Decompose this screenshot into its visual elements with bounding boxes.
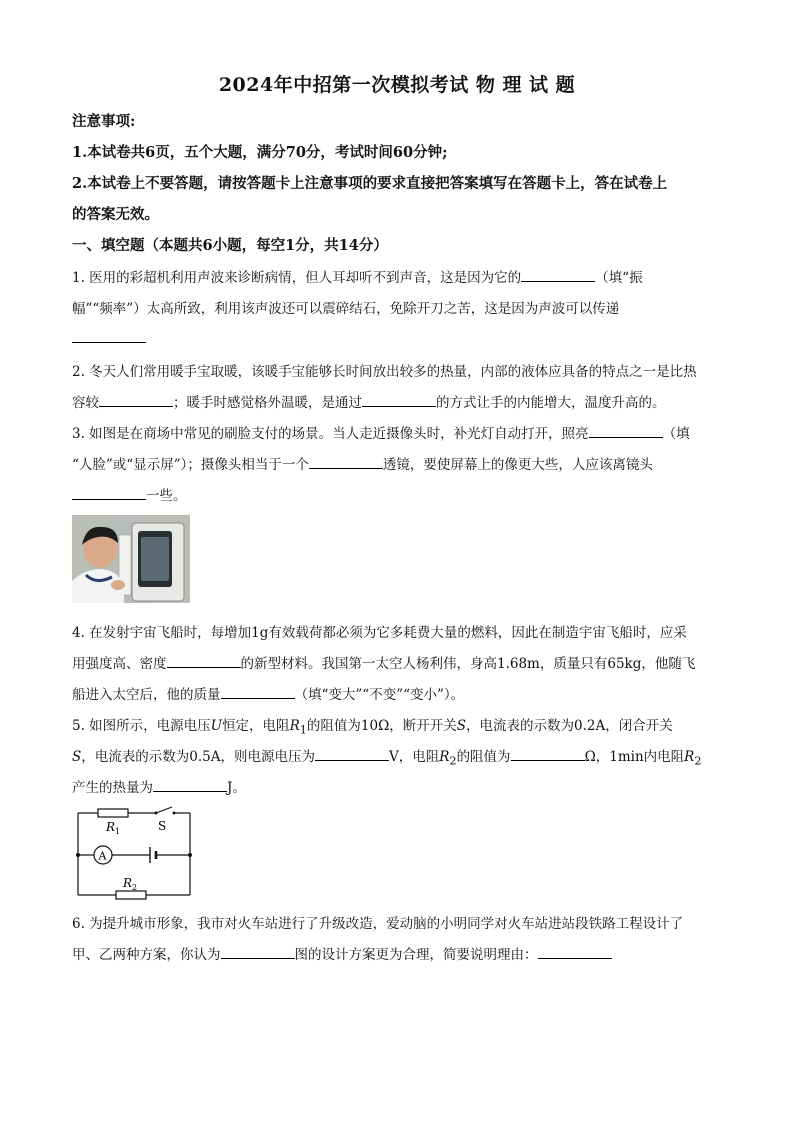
exam-title: 2024年中招第一次模拟考试 物 理 试 题 xyxy=(218,74,576,96)
resistor-symbol: R xyxy=(684,749,695,765)
resistor-symbol: R xyxy=(439,749,450,765)
question-4-line-1: 4. 在发射宇宙飞船时，每增加1g有效载荷都必须为它多耗费大量的燃料，因此在制造宇宙飞船时，应采 xyxy=(72,625,687,641)
subscript: 1 xyxy=(299,723,307,737)
q5-text: ，电流表的示数为0.5A，则电源电压为 xyxy=(81,749,315,765)
question-4-text-b: 用强度高、密度 xyxy=(72,656,167,672)
question-3-text-d: 透镜，要使屏幕上的像更大些，人应该离镜头 xyxy=(382,457,653,473)
answer-blank[interactable] xyxy=(153,777,227,792)
q5-text: Ω，1min内电阻 xyxy=(584,749,685,765)
question-4-text-c: 的新型材料。我国第一太空人杨利伟，身高1.68m，质量只有65kg，他随飞 xyxy=(240,656,696,672)
question-4-text-e: （填“变大”“不变”“变小”）。 xyxy=(294,687,465,703)
answer-blank[interactable] xyxy=(521,267,595,282)
r2-sub: 2 xyxy=(132,883,138,892)
question-6-line-1: 6. 为提升城市形象，我市对火车站进行了升级改造，爱动脑的小明同学对火车站进站段铁路工程设计了 xyxy=(72,916,684,932)
question-3-text-e: 一些。 xyxy=(146,488,187,504)
circuit-diagram xyxy=(72,805,196,901)
resistor-symbol: R xyxy=(289,718,300,734)
question-3-line-2 xyxy=(72,453,722,473)
answer-blank[interactable] xyxy=(362,392,436,407)
section-heading: 一、填空题（本题共6小题，每空1分，共14分） xyxy=(72,237,388,254)
resistor-r1-shape xyxy=(98,809,128,817)
question-6-text-b: 甲、乙两种方案，你认为 xyxy=(72,947,221,963)
question-4-line-3 xyxy=(72,683,722,703)
question-3-line-3 xyxy=(72,484,722,504)
q5-text: 的阻值为 xyxy=(456,749,511,765)
question-1-line-3 xyxy=(72,328,722,347)
answer-blank[interactable] xyxy=(72,328,146,343)
answer-blank[interactable] xyxy=(511,746,585,761)
question-5-line-3 xyxy=(72,776,722,796)
question-4-text-d: 船进入太空后，他的质量 xyxy=(72,687,221,703)
answer-blank[interactable] xyxy=(167,653,241,668)
notice-heading: 注意事项: xyxy=(72,113,136,130)
switch-lever xyxy=(156,807,172,813)
question-5-line-2 xyxy=(72,745,722,768)
r1-label: R xyxy=(106,820,116,834)
question-2-line-2 xyxy=(72,391,722,411)
r1-sub: 1 xyxy=(115,827,121,836)
question-3-text-c: “人脸”或“显示屏”）；摄像头相当于一个 xyxy=(72,457,309,473)
question-1-line-1 xyxy=(72,266,722,286)
answer-blank[interactable] xyxy=(315,746,389,761)
face-payment-photo xyxy=(72,515,190,603)
question-2-text-c: ；暖手时感觉格外温暖，是通过 xyxy=(173,395,362,411)
q5-text: ，电流表的示数为0.2A，闭合开关 xyxy=(466,718,673,734)
q5-text: 5. 如图所示，电源电压 xyxy=(72,718,211,734)
q5-text: 产生的热量为 xyxy=(72,780,153,796)
switch-label: S xyxy=(158,819,167,833)
question-1-text-b: （填“振 xyxy=(595,270,643,286)
question-3-text-a: 3. 如图是在商场中常见的刷脸支付的场景。当人走近摄像头时，补光灯自动打开，照亮 xyxy=(72,426,589,442)
answer-blank[interactable] xyxy=(72,485,146,500)
answer-blank[interactable] xyxy=(221,944,295,959)
question-3-text-b: （填 xyxy=(662,426,690,442)
q5-text: J。 xyxy=(227,780,246,796)
subscript: 2 xyxy=(449,754,457,768)
question-6-text-c: 图的设计方案更为合理，简要说明理由： xyxy=(294,947,538,963)
answer-blank[interactable] xyxy=(221,684,295,699)
face-payment-illustration xyxy=(72,515,190,603)
switch-symbol: S xyxy=(72,749,82,765)
question-1-line-2: 幅”“频率”）太高所致，利用该声波还可以震碎结石，免除开刀之苦，这是因为声波可以传递 xyxy=(72,301,620,317)
q5-text: V，电阻 xyxy=(388,749,440,765)
question-1-text-a: 1. 医用的彩超机利用声波来诊断病情，但人耳却听不到声音，这是因为它的 xyxy=(72,270,522,286)
subscript: 2 xyxy=(694,754,702,768)
question-2-text-d: 的方式让手的内能增大，温度升高的。 xyxy=(436,395,666,411)
voltage-symbol: U xyxy=(210,718,223,734)
q5-text: 的阻值为10Ω，断开开关 xyxy=(306,718,457,734)
question-5-line-1 xyxy=(72,714,722,737)
q5-text: 恒定，电阻 xyxy=(222,718,290,734)
question-3-line-1 xyxy=(72,422,722,442)
answer-blank[interactable] xyxy=(309,454,383,469)
ammeter-label: A xyxy=(98,849,107,863)
junction-left xyxy=(76,853,80,857)
switch-symbol: S xyxy=(456,718,467,734)
question-2-line-1: 2. 冬天人们常用暖手宝取暖，该暖手宝能够长时间放出较多的热量，内部的液体应具备的特点之一是比热 xyxy=(72,364,697,380)
notice-item-1: 1.本试卷共6页，五个大题，满分70分，考试时间60分钟; xyxy=(72,144,448,161)
resistor-r2-shape xyxy=(116,891,146,899)
r2-label: R xyxy=(123,876,133,890)
junction-right xyxy=(188,853,192,857)
question-4-line-2 xyxy=(72,652,732,672)
circuit-svg xyxy=(72,805,196,901)
notice-item-2a: 2.本试卷上不要答题，请按答题卡上注意事项的要求直接把答案填写在答题卡上，答在试卷上 xyxy=(72,175,668,192)
question-2-text-b: 容较 xyxy=(72,395,99,411)
question-6-line-2 xyxy=(72,943,722,963)
answer-blank[interactable] xyxy=(99,392,173,407)
answer-blank[interactable] xyxy=(589,423,663,438)
notice-item-2b: 的答案无效。 xyxy=(72,206,159,223)
answer-blank[interactable] xyxy=(538,944,612,959)
